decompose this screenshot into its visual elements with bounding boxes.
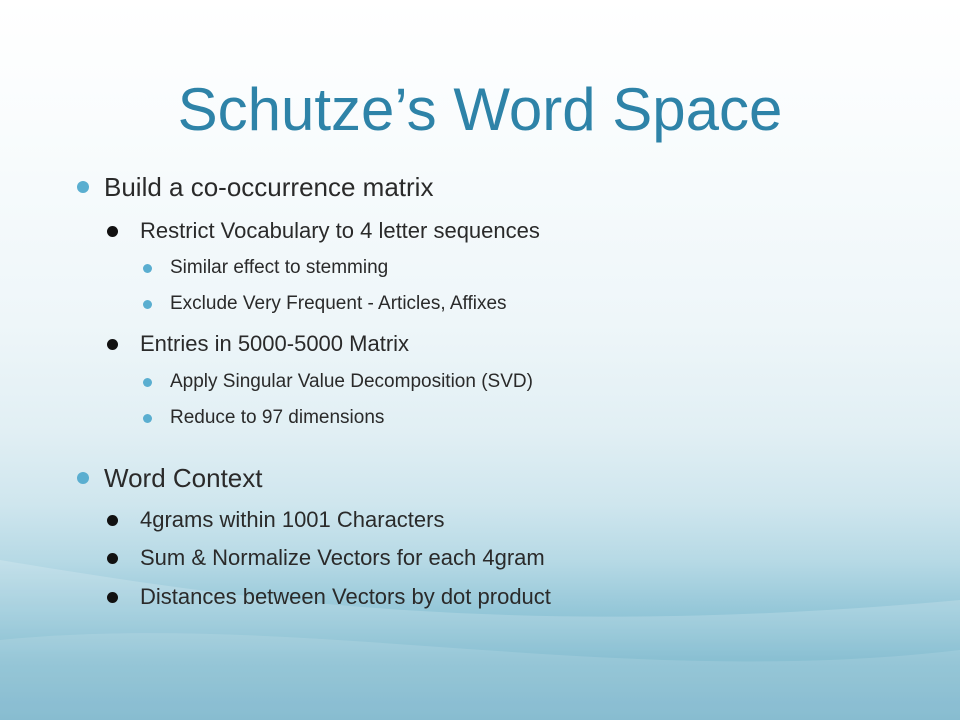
level3-bullet xyxy=(143,300,152,309)
level2-bullet xyxy=(107,339,118,350)
level3-bullet xyxy=(143,414,152,423)
level2-bullet xyxy=(107,226,118,237)
level3-bullet xyxy=(143,378,152,387)
level1-bullet xyxy=(77,472,89,484)
bullet-sum-normalize: Sum & Normalize Vectors for each 4gram xyxy=(140,545,545,570)
bullet-restrict-vocabulary: Restrict Vocabulary to 4 letter sequences xyxy=(140,218,540,243)
level2-bullet xyxy=(107,515,118,526)
bullet-apply-svd: Apply Singular Value Decomposition (SVD) xyxy=(170,371,533,392)
bullet-word-context: Word Context xyxy=(104,463,263,493)
level2-bullet xyxy=(107,592,118,603)
slide-title: Schutze’s Word Space xyxy=(177,76,783,143)
bullet-entries-matrix: Entries in 5000-5000 Matrix xyxy=(140,331,410,356)
bullet-4grams: 4grams within 1001 Characters xyxy=(140,507,445,532)
bullet-reduce-dimensions: Reduce to 97 dimensions xyxy=(170,407,385,428)
bullet-similar-effect: Similar effect to stemming xyxy=(170,257,389,278)
bullet-exclude-frequent: Exclude Very Frequent - Articles, Affixes xyxy=(170,293,507,314)
level1-bullet xyxy=(77,181,89,193)
bullet-distances: Distances between Vectors by dot product xyxy=(140,584,551,609)
level3-bullet xyxy=(143,264,152,273)
bullet-build-matrix: Build a co-occurrence matrix xyxy=(104,172,434,202)
level2-bullet xyxy=(107,553,118,564)
